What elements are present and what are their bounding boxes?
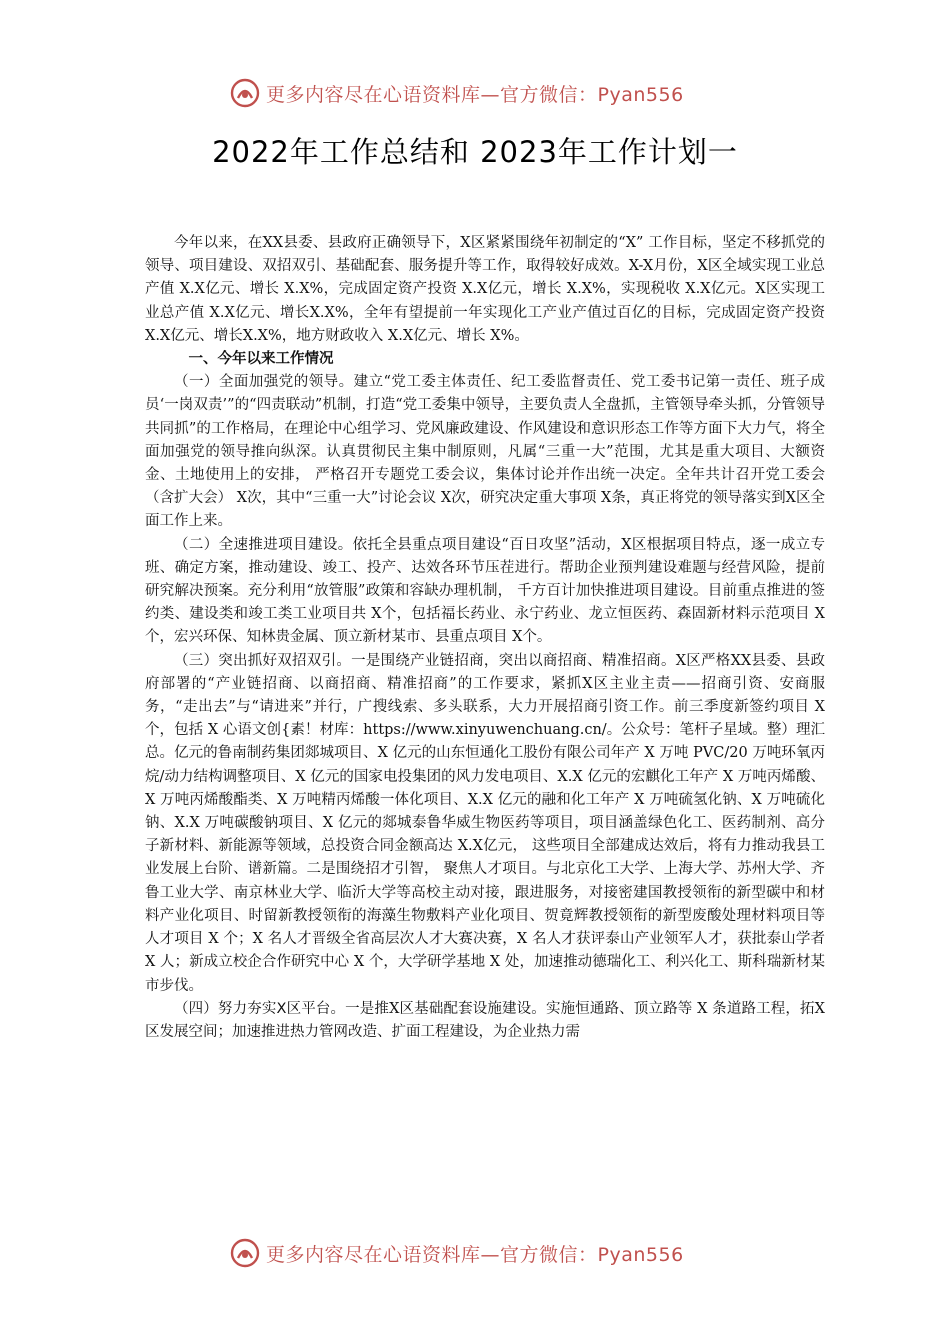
section-1-lead: （一）全面加强党的领导。 — [174, 374, 354, 391]
section-3-lead: （三）突出抓好双招双引。 — [174, 652, 352, 669]
section-3-body: 一是围绕产业链招商，突出以商招商、精准招商。X区严格XX县委、县政府部署的“产业链招商、以商招商、精准招商”的工作要求，紧抓X区主业主责——招商引资、安商服务，“走出去”与“请进来”并行，广搜线索、多头联系，大力开展招商引资工作。前三季度新签约项目 X 个，包括 X 心语文创{素！材库： — [145, 652, 825, 739]
book-logo-icon — [230, 1238, 260, 1268]
section-1-body: 建立“党工委主体责任、纪工委监督责任、党工委书记第一责任、班子成员‘一岗双责’”的“四责联动”机制，打造“党工委集中领导，主要负责人全盘抓，主管领导牵头抓，分管领导共同抓”的工作格局，在理论中心组学习、党风廉政建设、作风建设和意识形态工作等方面下大力气，将全面加强党的领导推向纵深。认真贯彻民主集中制原则，凡属“三重一大”范围，尤其是重大项目、大额资金、土地使用上的安排， 严格召开专题党工委会议，集体讨论并作出统一决定。全年共计召开党工委会（含扩大会） X次，其中“三重一大”讨论会议 X次，研究决定重大事项 X条，真正将党的领导落实到X区全面工作上来。 — [145, 374, 825, 530]
section-3-body-cont: 。公众号：笔杆子星域。整）理汇总。亿元的鲁南制药集团郯城项目、X 亿元的山东恒通化工股份有限公司年产 X 万吨 PVC/20 万吨环氧丙烷/动力结构调整项目、X 亿元的国家电投集团的风力发电项目、X.X 亿元的宏麒化工年产 X 万吨丙烯酸、X 万吨丙烯酸酯类、X 万吨精丙烯酸一体化项目、X.X 亿元的融和化工年产 X 万吨硫氢化钠、X 万吨硫化钠、X.X 万吨碳酸钠项目、X 亿元的郯城泰鲁华威生物医药等项目，项目涵盖绿色化工、医药制剂、高分子新材料、新能源等领域，总投资合同金额高达 X.X亿元， 这些项目全部建成达效后，将有力推动我县工业发展上台阶、谱新篇。二是围绕招才引智， 聚焦人才项目。与北京化工大学、上海大学、苏州大学、齐鲁工业大学、南京林业大学、临沂大学等高校主动对接，跟进服务，对接密建国教授领衔的新型碳中和材料产业化项目、时留新教授领衔的海藻生物敷料产业化项目、贺竟辉教授领衔的新型废酸处理材料项目等人才项目 X 个；X 名人才晋级全省高层次人才大赛决赛，X 名人才获评泰山产业领军人才，获批泰山学者 X 人；新成立校企合作研究中心 X 个，大学研学基地 X 处，加速推动德瑞化工、利兴化工、斯科瑞新材某市步伐。 — [145, 722, 826, 994]
intro-paragraph: 今年以来，在XX县委、县政府正确领导下，X区紧紧围绕年初制定的“X” 工作目标，坚定不移抓党的领导、项目建设、双招双引、基础配套、服务提升等工作，取得较好成效。X-X月份，X区全域实现工业总产值 X.X亿元、增长 X.X%，完成固定资产投资 X.X亿元，增长 X.X%，实现税收 X.X亿元。X区实现工业总产值 X.X亿元、增长X.X%，全年有望提前一年实现化工产业产值过百亿的目标，完成固定资产投资 X.X亿元、增长X.X%，地方财政收入 X.X亿元、增长 X%。 — [145, 235, 825, 344]
section-4-lead: （四）努力夯实X区平台。 — [174, 1000, 346, 1017]
book-logo-icon — [230, 78, 260, 108]
section-4-paragraph — [145, 998, 825, 1044]
document-title: 2022年工作总结和 2023年工作计划一 — [212, 135, 738, 169]
section-2-body: 依托全县重点项目建设“百日攻坚”活动，X区根据项目特点，逐一成立专班、确定方案，推动建设、竣工、投产、达效各环节压茬进行。帮助企业预判建设难题与经营风险，提前研究解决预案。充分利用“放管服”政策和容缺办理机制， 千方百计加快推进项目建设。目前重点推进的签约类、建设类和竣工类工业项目共 X个，包括福长药业、永宁药业、龙立恒医药、森固新材料示范项目 X个，宏兴环保、知林贵金属、顶立新材某市、县重点项目 X个。 — [145, 536, 825, 646]
section-2-paragraph — [145, 534, 825, 650]
section-2-lead: （二）全速推进项目建设。 — [174, 536, 353, 553]
section-1-paragraph — [145, 371, 825, 533]
document-body — [145, 232, 825, 1044]
banner-text: 更多内容尽在心语资料库—官方微信：Pyan556 — [266, 83, 684, 106]
banner-text: 更多内容尽在心语资料库—官方微信：Pyan556 — [266, 1243, 684, 1266]
source-url: https://www.xinyuwenchuang.cn/ — [363, 722, 607, 739]
section-4-body: 一是推X区基础配套设施建设。实施恒通路、顶立路等 X 条道路工程，拓X区发展空间；加速推进热力管网改造、扩面工程建设，为企业热力需 — [145, 1000, 825, 1040]
section-3-paragraph — [145, 650, 825, 998]
footer-banner — [230, 1236, 730, 1270]
header-banner — [230, 76, 730, 110]
section-heading: 一、今年以来工作情况 — [188, 351, 334, 368]
